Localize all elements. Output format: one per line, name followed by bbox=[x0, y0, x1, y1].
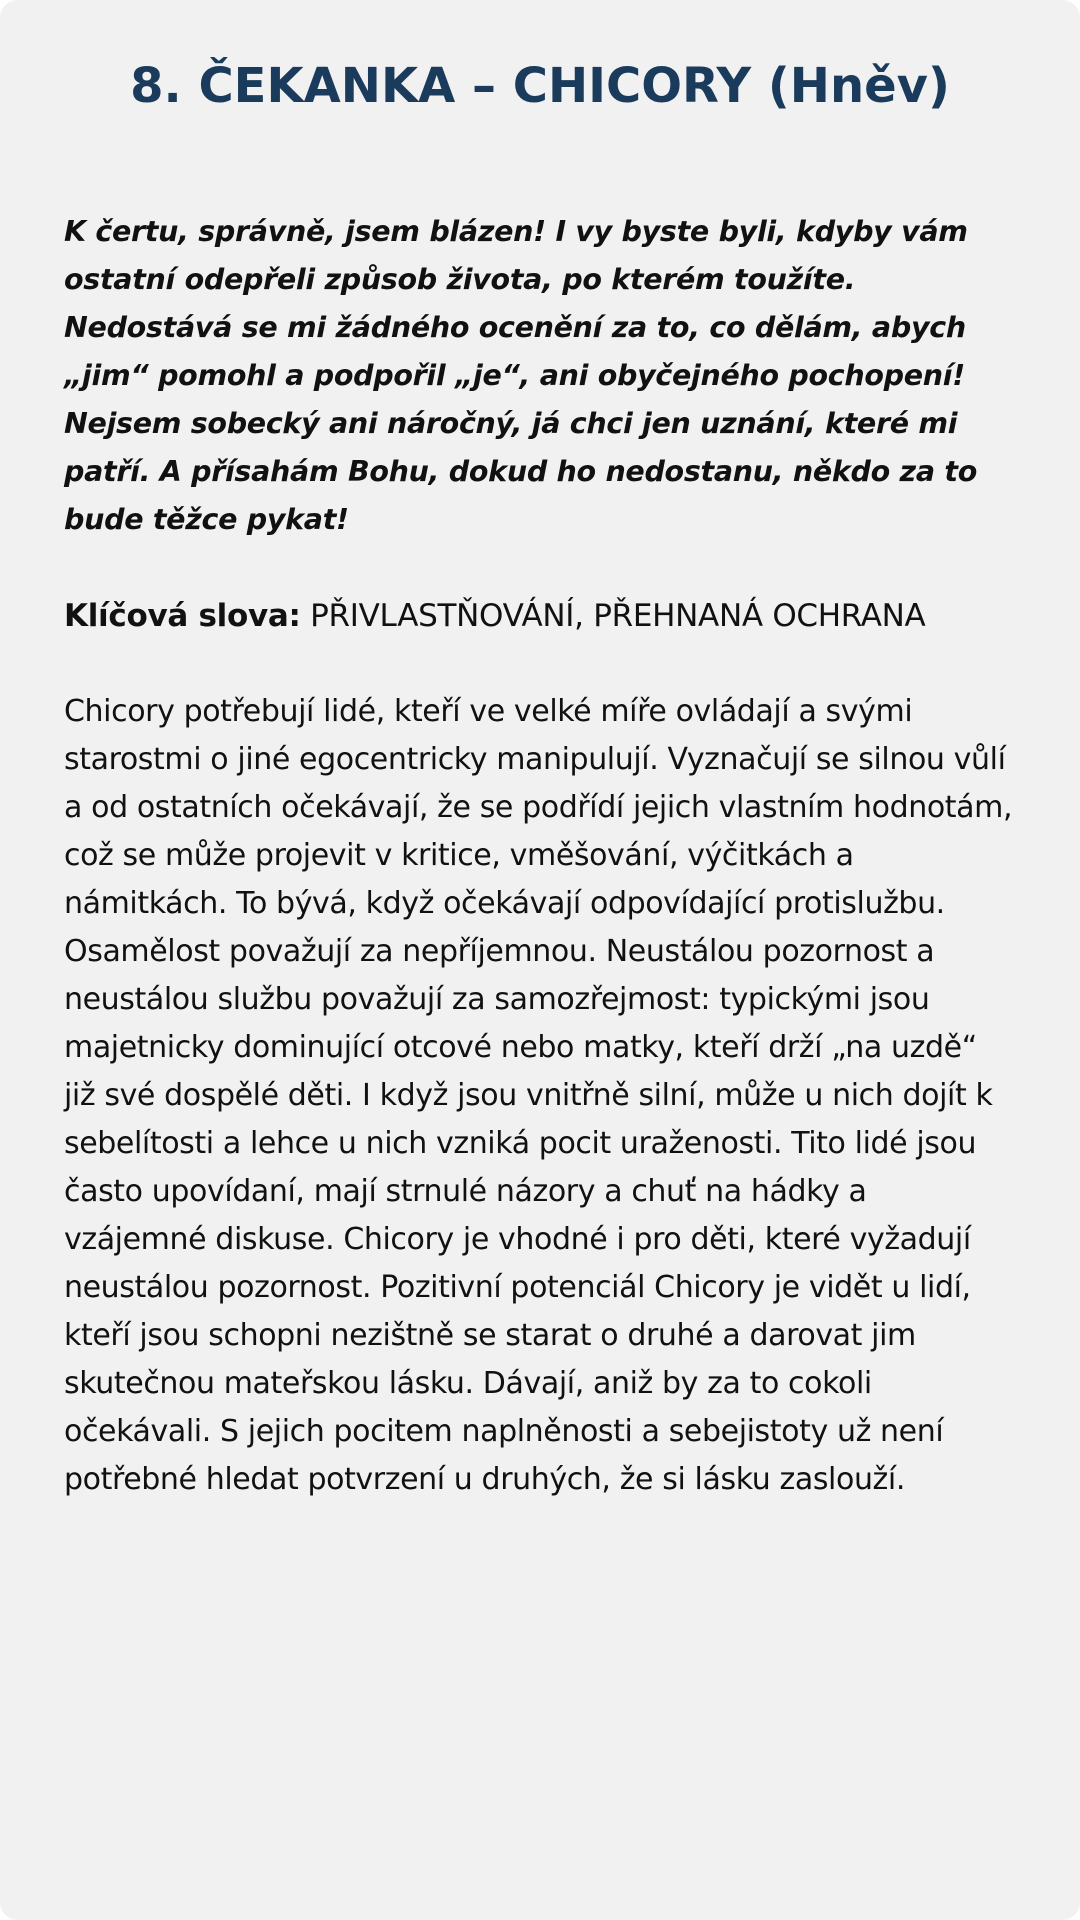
description-paragraph: Chicory potřebují lidé, kteří ve velké míře ovládají a svými starostmi o jiné egocentricky manipulují. Vyznačují se silnou vůlí a od ostatních očekávají, že se podřídí jejich vlastním hodnotám, což se může projevit v kritice, vměšování, výčitkách a námitkách. To bývá, když očekávají odpovídající protislužbu. Osamělost považují za nepříjemnou. Neustálou pozornost a neustálou službu považují za samozřejmost: typickými jsou majetnicky dominující otcové nebo matky, kteří drží „na uzdě“ již své dospělé děti. I když jsou vnitřně silní, může u nich dojít k sebelítosti a lehce u nich vzniká pocit uraženosti. Tito lidé jsou často upovídaní, mají strnulé názory a chuť na hádky a vzájemné diskuse. Chicory je vhodné i pro děti, které vyžadují neustálou pozornost. Pozitivní potenciál Chicory je vidět u lidí, kteří jsou schopni nezištně se starat o druhé a darovat jim skutečnou mateřskou lásku. Dávají, aniž by za to cokoli očekávali. S jejich pocitem naplněnosti a sebejistoty už není potřebné hledat potvrzení u druhých, že si lásku zaslouží. bbox=[64, 694, 1013, 1497]
keywords-value: PŘIVLASTŇOVÁNÍ, PŘEHNANÁ OCHRANA bbox=[310, 598, 926, 634]
keywords-label: Klíčová slova: bbox=[64, 598, 301, 634]
page-title: 8. ČEKANKA – CHICORY (Hněv) bbox=[130, 58, 950, 114]
keywords-line bbox=[64, 592, 1016, 640]
quote-paragraph: K čertu, správně, jsem blázen! I vy byste byli, kdyby vám ostatní odepřeli způsob života, po kterém toužíte. Nedostává se mi žádného ocenění za to, co dělám, abych „jim“ pomohl a podpořil „je“, ani obyčejného pochopení! Nejsem sobecký ani náročný, já chci jen uznání, které mi patří. A přísahám Bohu, dokud ho nedostanu, někdo za to bude těžce pykat! bbox=[64, 215, 978, 536]
